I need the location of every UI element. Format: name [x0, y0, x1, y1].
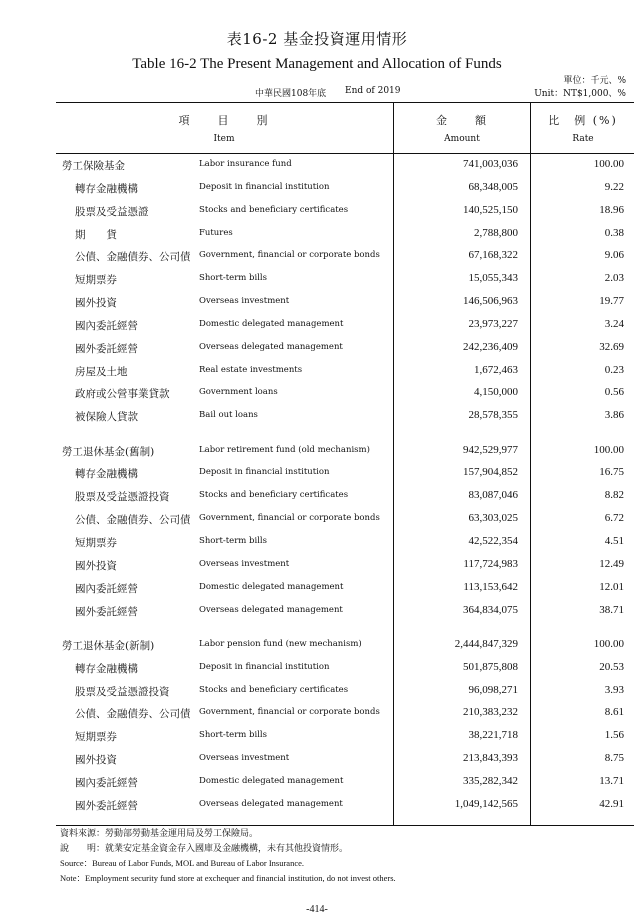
- row-item-zh: 被保險人貸款: [75, 411, 138, 424]
- row-rate: 12.01: [599, 580, 624, 593]
- row-item-en: Government, financial or corporate bonds: [199, 707, 380, 718]
- row-rate: 0.56: [604, 386, 624, 399]
- row-item-zh: 國外委託經營: [75, 342, 138, 355]
- row-rate: 19.77: [599, 295, 624, 308]
- table-row: [56, 485, 634, 508]
- fund-total-row: [56, 634, 634, 657]
- page-number: -414-: [306, 904, 328, 915]
- row-rate: 3.24: [604, 317, 624, 330]
- row-rate: 8.75: [604, 752, 624, 765]
- row-item-zh: 國內委託經營: [75, 319, 138, 332]
- row-rate: 20.53: [599, 660, 624, 673]
- row-item-zh: 短期票券: [75, 537, 117, 549]
- row-item-zh: 短期票券: [75, 731, 117, 744]
- table-row: [56, 360, 634, 383]
- row-rate: 4.51: [604, 535, 624, 547]
- unit-label-en: Unit：NT$1,000、%: [534, 89, 626, 99]
- row-item-en: Futures: [199, 227, 233, 238]
- row-amount: 146,506,963: [463, 295, 518, 308]
- row-item-en: Labor retirement fund (old mechanism): [199, 444, 370, 455]
- row-item-zh: 短期票券: [75, 274, 117, 287]
- row-amount: 335,282,342: [463, 774, 518, 787]
- header-amount-zh: 金 額: [436, 114, 488, 127]
- row-item-en: Overseas investment: [199, 296, 290, 307]
- row-item-zh: 勞工退休基金(新制): [62, 639, 155, 652]
- row-item-en: Domestic delegated management: [199, 318, 344, 329]
- row-amount: 364,834,075: [463, 603, 518, 616]
- header-item-en: Item: [213, 134, 235, 144]
- row-item-en: Short-term bills: [199, 730, 267, 741]
- row-amount: 942,529,977: [463, 443, 518, 456]
- row-amount: 38,221,718: [468, 729, 518, 742]
- row-item-en: Overseas investment: [199, 753, 290, 764]
- date-label-zh: 中華民國108年底: [255, 89, 327, 99]
- row-amount: 4,150,000: [474, 386, 518, 399]
- table-header: [56, 102, 634, 154]
- row-rate: 1.56: [604, 729, 624, 742]
- row-item-zh: 勞工退休基金(舊制): [62, 445, 155, 458]
- row-rate: 3.86: [604, 409, 624, 422]
- row-item-zh: 股票及受益憑證投資: [75, 491, 170, 504]
- row-item-zh: 公債、金融債券、公司債: [75, 251, 191, 264]
- row-item-en: Government, financial or corporate bonds: [199, 513, 380, 524]
- table-row: [56, 725, 634, 748]
- table-row: [56, 508, 634, 531]
- table-row: [56, 314, 634, 337]
- table-row: [56, 657, 634, 680]
- header-rate-zh: 比 例 (%): [548, 114, 618, 127]
- row-item-zh: 國外投資: [75, 754, 117, 767]
- row-item-en: Short-term bills: [199, 273, 267, 284]
- row-rate: 2.03: [604, 272, 624, 285]
- row-item-en: Overseas investment: [199, 558, 290, 569]
- header-rate-en: Rate: [572, 134, 594, 144]
- row-rate: 8.61: [604, 706, 624, 719]
- row-rate: 100.00: [593, 637, 624, 650]
- table-row: [56, 771, 634, 794]
- row-rate: 38.71: [599, 603, 624, 616]
- row-rate: 16.75: [599, 466, 624, 479]
- table-title-zh: 表16-2 基金投資運用情形: [226, 30, 408, 48]
- row-item-en: Deposit in financial institution: [199, 661, 330, 672]
- header-item-zh: 項 目 別: [178, 114, 270, 127]
- row-rate: 0.38: [604, 226, 624, 239]
- row-amount: 23,973,227: [468, 317, 518, 330]
- header-item: [56, 103, 392, 153]
- row-item-zh: 國外委託經營: [75, 799, 138, 812]
- row-item-en: Domestic delegated management: [199, 581, 344, 592]
- row-item-zh: 股票及受益憑證: [75, 205, 149, 218]
- row-rate: 8.82: [604, 489, 624, 502]
- header-rate: [530, 103, 634, 153]
- row-amount: 117,724,983: [463, 557, 518, 570]
- table-row: [56, 794, 634, 817]
- table-row: [56, 531, 634, 554]
- group-spacer: [56, 622, 634, 634]
- row-item-zh: 轉存金融機構: [75, 182, 138, 195]
- row-amount: 501,875,808: [463, 660, 518, 673]
- table-title-en: Table 16-2 The Present Management and Allocation of Funds: [132, 56, 502, 72]
- row-item-en: Real estate investments: [199, 364, 303, 375]
- row-rate: 100.00: [593, 443, 624, 456]
- row-amount: 96,098,271: [468, 683, 518, 696]
- row-item-en: Bail out loans: [199, 410, 258, 421]
- table-row: [56, 291, 634, 314]
- table-body: [56, 154, 634, 817]
- table-row: [56, 177, 634, 200]
- row-amount: 63,303,025: [468, 512, 518, 525]
- row-amount: 2,444,847,329: [454, 637, 518, 650]
- row-item-en: Deposit in financial institution: [199, 467, 330, 478]
- table-row: [56, 748, 634, 771]
- row-amount: 113,153,642: [463, 580, 518, 593]
- row-item-zh: 國內委託經營: [75, 776, 138, 789]
- row-item-en: Overseas delegated management: [199, 341, 343, 352]
- header-amount: [393, 103, 530, 153]
- row-amount: 242,236,409: [463, 340, 518, 353]
- fund-total-row: [56, 154, 634, 177]
- row-amount: 83,087,046: [468, 489, 518, 502]
- row-amount: 1,049,142,565: [454, 797, 518, 810]
- unit-label-zh: 單位：千元、%: [563, 76, 626, 86]
- group-spacer: [56, 428, 634, 440]
- row-rate: 0.23: [604, 363, 624, 376]
- row-rate: 13.71: [599, 774, 624, 787]
- row-item-zh: 勞工保險基金: [62, 160, 125, 172]
- source-note-en: Source：Bureau of Labor Funds, MOL and Bureau of Labor Insurance.: [60, 858, 304, 868]
- row-rate: 42.91: [599, 797, 624, 810]
- row-item-zh: 政府或公營事業貸款: [75, 388, 170, 401]
- row-rate: 12.49: [599, 557, 624, 570]
- table-notes: [60, 827, 396, 885]
- row-amount: 28,578,355: [468, 409, 518, 422]
- row-rate: 18.96: [599, 203, 624, 216]
- row-item-en: Stocks and beneficiary certificates: [199, 204, 349, 215]
- row-item-zh: 國外投資: [75, 559, 117, 572]
- table-row: [56, 223, 634, 246]
- table-row: [56, 245, 634, 268]
- table-row: [56, 200, 634, 223]
- explanation-note-zh: 說 明：就業安定基金資金存入國庫及金融機構，未有其他投資情形。: [60, 843, 349, 854]
- row-amount: 157,904,852: [463, 466, 518, 479]
- table-row: [56, 405, 634, 428]
- row-item-zh: 公債、金融債券、公司債: [75, 708, 191, 721]
- row-amount: 67,168,322: [468, 249, 518, 262]
- table-row: [56, 702, 634, 725]
- table-row: [56, 554, 634, 577]
- row-amount: 741,003,036: [463, 158, 518, 170]
- table-bottom-rule: [56, 825, 634, 826]
- row-amount: 140,525,150: [463, 203, 518, 216]
- header-amount-en: Amount: [444, 134, 480, 144]
- row-amount: 15,055,343: [468, 272, 518, 285]
- fund-total-row: [56, 440, 634, 463]
- row-item-zh: 國外委託經營: [75, 605, 138, 618]
- table-row: [56, 268, 634, 291]
- row-item-en: Domestic delegated management: [199, 775, 344, 786]
- row-amount: 42,522,354: [468, 535, 518, 547]
- row-item-en: Overseas delegated management: [199, 604, 343, 615]
- explanation-note-en: Note：Employment security fund store at exchequer and financial institution, do not invest others.: [60, 872, 396, 883]
- row-item-zh: 國內委託經營: [75, 582, 138, 595]
- row-item-zh: 轉存金融機構: [75, 468, 138, 481]
- row-item-en: Stocks and beneficiary certificates: [199, 490, 349, 501]
- row-item-zh: 房屋及土地: [75, 365, 128, 378]
- row-item-en: Government loans: [199, 387, 278, 398]
- row-rate: 9.22: [604, 180, 624, 193]
- row-amount: 2,788,800: [474, 226, 518, 239]
- row-rate: 100.00: [593, 158, 624, 170]
- table-row: [56, 462, 634, 485]
- row-item-en: Labor insurance fund: [199, 159, 292, 169]
- table-row: [56, 680, 634, 703]
- row-amount: 210,383,232: [463, 706, 518, 719]
- table-row: [56, 382, 634, 405]
- row-item-zh: 期 貨: [75, 228, 117, 241]
- date-label-en: End of 2019: [345, 86, 401, 96]
- row-item-zh: 股票及受益憑證投資: [75, 685, 170, 698]
- row-amount: 213,843,393: [463, 752, 518, 765]
- row-amount: 68,348,005: [468, 180, 518, 193]
- table-row: [56, 600, 634, 623]
- row-item-en: Short-term bills: [199, 536, 267, 546]
- row-rate: 3.93: [604, 683, 624, 696]
- table-row: [56, 337, 634, 360]
- table-row: [56, 577, 634, 600]
- row-rate: 9.06: [604, 249, 624, 262]
- row-item-en: Deposit in financial institution: [199, 181, 330, 192]
- row-item-zh: 國外投資: [75, 297, 117, 310]
- row-item-en: Stocks and beneficiary certificates: [199, 684, 349, 695]
- row-rate: 6.72: [604, 512, 624, 525]
- row-amount: 1,672,463: [474, 363, 518, 376]
- row-item-en: Labor pension fund (new mechanism): [199, 638, 362, 649]
- row-item-zh: 轉存金融機構: [75, 662, 138, 675]
- row-item-zh: 公債、金融債券、公司債: [75, 514, 191, 527]
- row-item-en: Overseas delegated management: [199, 798, 343, 809]
- source-note-zh: 資料來源：勞動部勞動基金運用局及勞工保險局。: [60, 829, 259, 839]
- row-rate: 32.69: [599, 340, 624, 353]
- row-item-en: Government, financial or corporate bonds: [199, 250, 380, 261]
